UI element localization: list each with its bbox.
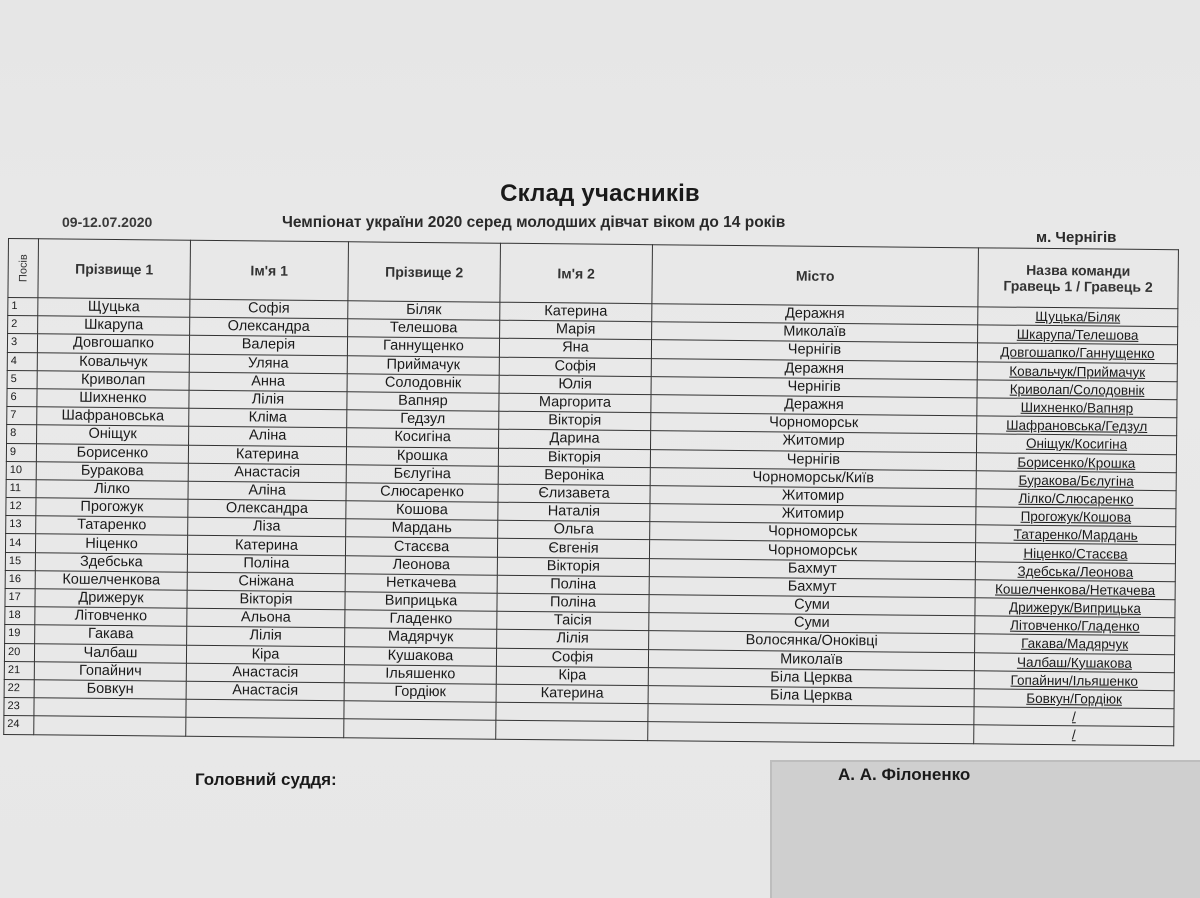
cell-seed: 21 xyxy=(4,661,34,679)
cell-surname1: Чалбаш xyxy=(34,643,186,663)
cell-surname2: Приймачук xyxy=(347,355,499,375)
cell-surname1: Шихненко xyxy=(37,389,189,409)
cell-name2 xyxy=(496,721,648,741)
cell-team: Кошелченкова/Неткачева xyxy=(975,580,1175,600)
chief-judge-name: А. А. Філоненко xyxy=(838,765,971,784)
cell-city: Миколаїв xyxy=(652,322,978,343)
cell-city: Біла Церква xyxy=(648,686,974,707)
cell-surname2: Вапняр xyxy=(347,392,499,412)
column-header-name1: Ім'я 1 xyxy=(190,240,349,301)
cell-city: Суми xyxy=(649,595,975,616)
cell-seed: 20 xyxy=(4,643,34,661)
cell-name1: Уляна xyxy=(189,354,347,374)
cell-name2: Вероніка xyxy=(498,466,650,486)
cell-surname2: Слюсаренко xyxy=(346,483,498,503)
cell-surname1: Здебська xyxy=(35,552,187,572)
cell-city: Чорноморськ xyxy=(649,540,975,561)
background-surface xyxy=(770,760,1200,898)
cell-name2: Юлія xyxy=(499,375,651,395)
cell-seed: 16 xyxy=(5,570,35,588)
cell-team: Бовкун/Гордіюк xyxy=(974,689,1174,709)
cell-surname1: Шафрановська xyxy=(37,407,189,427)
cell-name2: Вікторія xyxy=(499,411,651,431)
cell-seed: 14 xyxy=(5,534,35,552)
cell-name2: Кіра xyxy=(496,666,648,686)
cell-team: Шкарупа/Телешова xyxy=(978,325,1178,345)
cell-name2 xyxy=(496,702,648,722)
cell-name2: Вікторія xyxy=(497,557,649,577)
column-header-surname1: Прізвище 1 xyxy=(38,239,191,299)
cell-team: Прогожук/Кошова xyxy=(976,507,1176,527)
cell-name2: Єлизавета xyxy=(498,484,650,504)
cell-seed: 11 xyxy=(6,479,36,497)
cell-surname1: Бовкун xyxy=(34,680,186,700)
cell-seed: 1 xyxy=(8,298,38,316)
cell-seed: 13 xyxy=(6,516,36,534)
cell-seed: 6 xyxy=(7,388,37,406)
cell-surname1: Ковальчук xyxy=(37,352,189,372)
cell-name1: Ліза xyxy=(188,517,346,537)
cell-surname1: Гакава xyxy=(35,625,187,645)
cell-surname2: Леонова xyxy=(345,555,497,575)
cell-seed: 12 xyxy=(6,498,36,516)
cell-city: Деражня xyxy=(651,395,977,416)
cell-surname2: Ганнущенко xyxy=(347,337,499,357)
cell-name1: Анна xyxy=(189,372,347,392)
cell-surname2: Телешова xyxy=(348,319,500,339)
cell-city: Суми xyxy=(649,613,975,634)
cell-city: Житомир xyxy=(650,504,976,525)
cell-seed: 19 xyxy=(5,625,35,643)
cell-seed: 10 xyxy=(6,461,36,479)
cell-surname2: Ільяшенко xyxy=(344,664,496,684)
cell-team: Борисенко/Крошка xyxy=(976,452,1176,472)
cell-surname1: Шкарупа xyxy=(38,316,190,336)
cell-name1: Олександра xyxy=(188,499,346,519)
cell-team: Дрижерук/Виприцька xyxy=(975,598,1175,618)
cell-name1: Лілія xyxy=(187,627,345,647)
cell-seed: 7 xyxy=(7,407,37,425)
cell-city: Бахмут xyxy=(649,576,975,597)
cell-name2: Яна xyxy=(499,339,651,359)
cell-surname1: Дрижерук xyxy=(35,589,187,609)
cell-seed: 23 xyxy=(4,698,34,716)
cell-name1: Олександра xyxy=(190,317,348,337)
team-header-line2: Гравець 1 / Гравець 2 xyxy=(1003,277,1153,295)
cell-city: Біла Церква xyxy=(648,667,974,688)
cell-seed: 4 xyxy=(7,352,37,370)
cell-name1: Кіра xyxy=(186,645,344,665)
cell-name1: Вікторія xyxy=(187,590,345,610)
cell-surname1: Ніценко xyxy=(35,534,187,554)
cell-name1: Аліна xyxy=(189,427,347,447)
cell-surname1: Прогожук xyxy=(36,498,188,518)
cell-team: Довгошапко/Ганнущенко xyxy=(977,343,1177,363)
column-header-city: Місто xyxy=(652,245,979,307)
cell-surname2: Крошка xyxy=(346,446,498,466)
cell-surname2: Неткачева xyxy=(345,574,497,594)
cell-surname2: Мадярчук xyxy=(345,628,497,648)
cell-name1: Софія xyxy=(190,299,348,319)
cell-team: / xyxy=(974,707,1174,727)
cell-surname2: Стасєва xyxy=(345,537,497,557)
table-body xyxy=(4,298,1178,746)
cell-city: Миколаїв xyxy=(648,649,974,670)
cell-surname2: Кушакова xyxy=(344,646,496,666)
cell-surname2: Мардань xyxy=(346,519,498,539)
cell-name2: Маргорита xyxy=(499,393,651,413)
cell-name1: Анастасія xyxy=(188,463,346,483)
cell-name2: Дарина xyxy=(499,430,651,450)
cell-surname2: Гедзул xyxy=(347,410,499,430)
cell-seed: 2 xyxy=(8,316,38,334)
cell-surname1: Борисенко xyxy=(36,443,188,463)
cell-surname1 xyxy=(34,698,186,718)
team-header-line1: Назва команди xyxy=(1026,261,1131,279)
cell-name2: Поліна xyxy=(497,575,649,595)
cell-team: Шафрановська/Гедзул xyxy=(977,416,1177,436)
cell-city: Житомир xyxy=(651,431,977,452)
cell-name1 xyxy=(186,699,344,719)
cell-name2: Таісія xyxy=(497,611,649,631)
cell-name2: Марія xyxy=(500,320,652,340)
cell-surname1: Оніщук xyxy=(37,425,189,445)
cell-city: Деражня xyxy=(651,358,977,379)
cell-city: Житомир xyxy=(650,486,976,507)
cell-name2: Лілія xyxy=(497,630,649,650)
cell-city xyxy=(648,722,974,743)
cell-surname1: Щуцька xyxy=(38,298,190,318)
cell-surname2: Бєлугіна xyxy=(346,464,498,484)
cell-team: Гакава/Мадярчук xyxy=(975,634,1175,654)
cell-city: Чорноморськ xyxy=(650,522,976,543)
cell-name2: Ольга xyxy=(498,520,650,540)
cell-name2: Софія xyxy=(499,357,651,377)
cell-name2: Катерина xyxy=(496,684,648,704)
cell-surname1: Лілко xyxy=(36,480,188,500)
cell-seed: 3 xyxy=(7,334,37,352)
cell-city: Чорноморськ/Київ xyxy=(650,467,976,488)
cell-seed: 15 xyxy=(5,552,35,570)
cell-surname2: Гордіюк xyxy=(344,683,496,703)
cell-surname1: Довгошапко xyxy=(37,334,189,354)
cell-name1: Валерія xyxy=(189,336,347,356)
cell-team: Ковальчук/Приймачук xyxy=(977,361,1177,381)
cell-surname2: Солодовнік xyxy=(347,374,499,394)
cell-name1: Анастасія xyxy=(186,663,344,683)
cell-team: Літовченко/Гладенко xyxy=(975,616,1175,636)
cell-seed: 8 xyxy=(7,425,37,443)
cell-team: Татаренко/Мардань xyxy=(976,525,1176,545)
cell-name2: Софія xyxy=(496,648,648,668)
cell-name1 xyxy=(186,718,344,738)
cell-name1: Сніжана xyxy=(187,572,345,592)
cell-team: Щуцька/Біляк xyxy=(978,307,1178,327)
cell-surname1: Буракова xyxy=(36,461,188,481)
cell-team: Здебська/Леонова xyxy=(975,561,1175,581)
cell-name1: Поліна xyxy=(187,554,345,574)
cell-team: Оніщук/Косигіна xyxy=(976,434,1176,454)
championship-name: Чемпіонат україни 2020 серед молодших дівчат віком до 14 років xyxy=(282,214,786,231)
cell-surname1: Кошелченкова xyxy=(35,571,187,591)
event-city: м. Чернігів xyxy=(1036,229,1117,246)
column-header-team xyxy=(978,248,1179,309)
cell-surname2: Кошова xyxy=(346,501,498,521)
cell-surname1: Криволап xyxy=(37,371,189,391)
cell-city: Чернігів xyxy=(651,376,977,397)
cell-team: Криволап/Солодовнік xyxy=(977,380,1177,400)
cell-city: Деражня xyxy=(652,304,978,325)
cell-name2: Наталія xyxy=(498,502,650,522)
cell-surname1: Гопайнич xyxy=(34,662,186,682)
participants-table-wrapper xyxy=(3,238,1179,746)
cell-city: Чернігів xyxy=(651,340,977,361)
cell-name1: Катерина xyxy=(187,536,345,556)
cell-team: Шихненко/Вапняр xyxy=(977,398,1177,418)
chief-judge-label: Головний суддя: xyxy=(195,770,337,789)
cell-surname2: Біляк xyxy=(348,301,500,321)
participants-table xyxy=(3,238,1179,746)
cell-surname1: Літовченко xyxy=(35,607,187,627)
cell-name2: Євгенія xyxy=(497,539,649,559)
cell-name2: Вікторія xyxy=(498,448,650,468)
column-header-surname2: Прізвище 2 xyxy=(348,242,501,302)
cell-seed: 17 xyxy=(5,588,35,606)
cell-name1: Кліма xyxy=(189,408,347,428)
column-header-seed: Посів xyxy=(8,239,39,298)
cell-name1: Катерина xyxy=(188,445,346,465)
cell-team: Гопайнич/Ільяшенко xyxy=(974,671,1174,691)
cell-surname2: Гладенко xyxy=(345,610,497,630)
cell-team: Лілко/Слюсаренко xyxy=(976,489,1176,509)
cell-seed: 18 xyxy=(5,607,35,625)
cell-name1: Аліна xyxy=(188,481,346,501)
cell-seed: 24 xyxy=(4,716,34,734)
cell-city: Волосянка/Оноківці xyxy=(649,631,975,652)
event-date: 09-12.07.2020 xyxy=(62,214,153,230)
cell-seed: 22 xyxy=(4,679,34,697)
cell-seed: 9 xyxy=(6,443,36,461)
cell-name1: Лілія xyxy=(189,390,347,410)
cell-city: Чорноморськ xyxy=(651,413,977,434)
cell-surname2 xyxy=(344,719,496,739)
cell-surname1 xyxy=(34,716,186,736)
cell-surname2 xyxy=(344,701,496,721)
cell-team: Чалбаш/Кушакова xyxy=(974,652,1174,672)
cell-name1: Анастасія xyxy=(186,681,344,701)
page-title: Склад учасників xyxy=(500,180,700,207)
cell-city: Бахмут xyxy=(649,558,975,579)
column-header-name2: Ім'я 2 xyxy=(500,243,653,303)
cell-surname2: Виприцька xyxy=(345,592,497,612)
cell-team: / xyxy=(974,725,1174,745)
cell-name2: Поліна xyxy=(497,593,649,613)
cell-name1: Альона xyxy=(187,608,345,628)
cell-surname1: Татаренко xyxy=(36,516,188,536)
cell-seed: 5 xyxy=(7,370,37,388)
cell-surname2: Косигіна xyxy=(347,428,499,448)
cell-team: Ніценко/Стасєва xyxy=(975,543,1175,563)
cell-team: Буракова/Бєлугіна xyxy=(976,470,1176,490)
cell-city: Чернігів xyxy=(650,449,976,470)
cell-name2: Катерина xyxy=(500,302,652,322)
